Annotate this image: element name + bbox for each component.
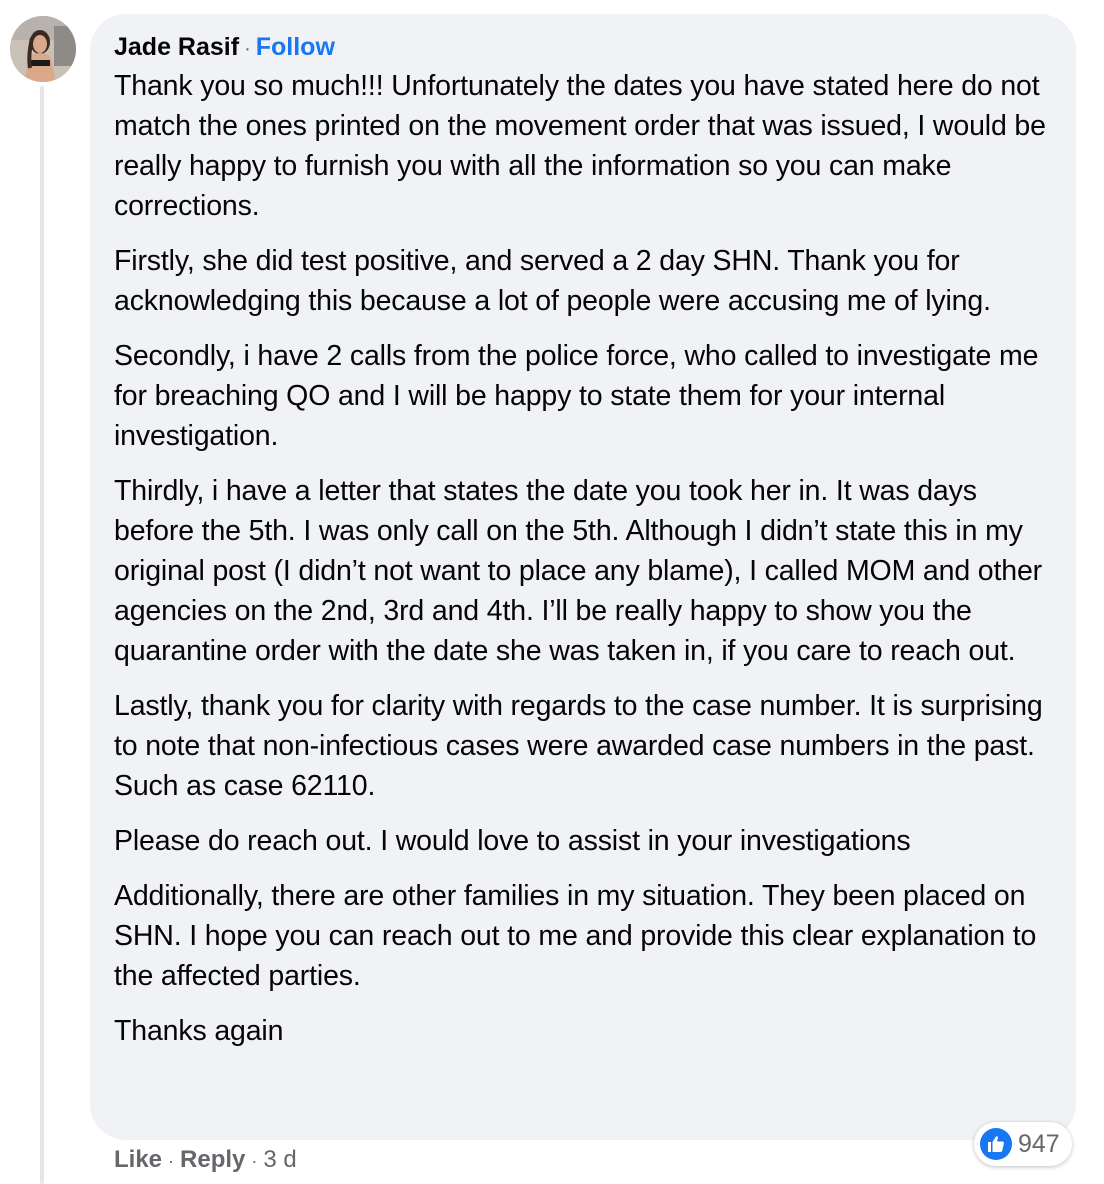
author-avatar[interactable]: [10, 16, 76, 82]
like-button[interactable]: Like: [114, 1146, 163, 1173]
comment-paragraph: Thirdly, i have a letter that states the date you took her in. It was days before the 5th. I was only call on the 5th. Although I didn’t state this in my original post (I didn’t not want to place any blame), I called MOM and other agencies on the 2nd, 3rd and 4th. I’ll be really happy to show you the quarantine order with the date she was taken in, if you care to reach out.: [114, 475, 1043, 667]
comment-paragraph: Thanks again: [114, 1015, 284, 1047]
avatar-photo: [10, 16, 76, 82]
comment-paragraph: Please do reach out. I would love to assist in your investigations: [114, 825, 911, 857]
action-separator: ·: [251, 1151, 258, 1171]
comment-paragraph: Firstly, she did test positive, and served a 2 day SHN. Thank you for acknowledging this because a lot of people were accusing me of lying.: [114, 245, 991, 317]
comment-actions: [114, 1144, 297, 1177]
reaction-count: 947: [1018, 1129, 1060, 1158]
comment-bubble: [90, 14, 1076, 1140]
comment-paragraph: Lastly, thank you for clarity with regards to the case number. It is surprising to note that non-infectious cases were awarded case numbers in the past. Such as case 62110.: [114, 690, 1043, 802]
comment-paragraph: Additionally, there are other families in my situation. They been placed on SHN. I hope you can reach out to me and provide this clear explanation to the affected parties.: [114, 880, 1037, 992]
comment-paragraph: Thank you so much!!! Unfortunately the dates you have stated here do not match the ones printed on the movement order that was issued, I would be really happy to furnish you with all the information so you can make corrections.: [114, 70, 1046, 222]
reply-button[interactable]: Reply: [180, 1146, 246, 1173]
action-separator: ·: [168, 1151, 175, 1171]
comment-timestamp[interactable]: 3 d: [263, 1146, 297, 1173]
author-name[interactable]: Jade Rasif: [114, 33, 240, 61]
comment-paragraph: Secondly, i have 2 calls from the police force, who called to investigate me for breaching QO and I will be happy to state them for your internal investigation.: [114, 340, 1039, 452]
comment-header: [114, 32, 1056, 62]
thumbs-up-icon: [980, 1128, 1012, 1160]
follow-button[interactable]: Follow: [255, 33, 335, 61]
header-separator: ·: [244, 38, 251, 60]
thread-line: [40, 86, 44, 1184]
reaction-summary[interactable]: [974, 1122, 1072, 1166]
